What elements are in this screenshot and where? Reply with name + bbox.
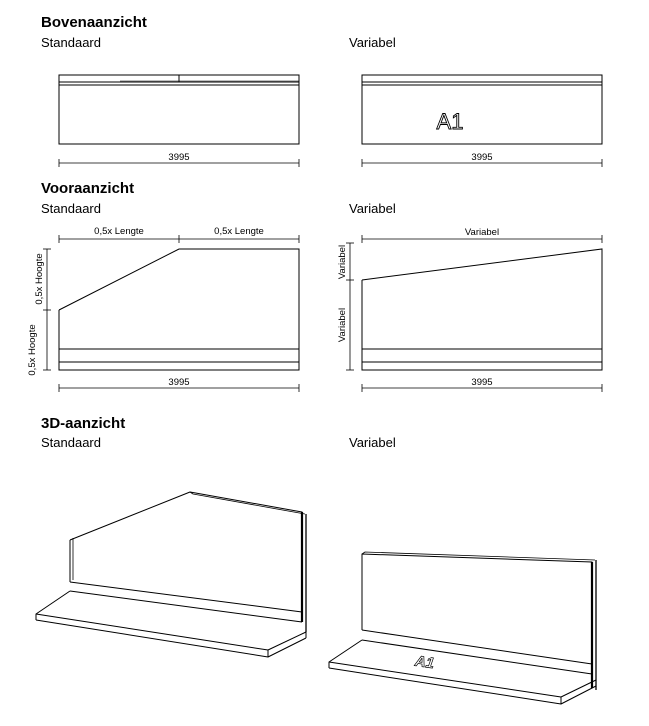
dim-variable-top: Variabel xyxy=(464,227,500,238)
caption-front-standard: Standaard xyxy=(41,201,101,216)
marking-a1-3d: A1 xyxy=(413,652,436,673)
dim-length-front-variable: 3995 xyxy=(471,377,493,388)
dim-variable-upper: Variabel xyxy=(337,244,348,280)
front-view-variable xyxy=(362,249,602,370)
top-view-standard xyxy=(59,75,299,144)
dim-variable-lower: Variabel xyxy=(337,307,348,343)
front-view-standard xyxy=(59,249,299,370)
dim-length-top-variable: 3995 xyxy=(471,152,493,163)
dim-half-length-2: 0,5x Lengte xyxy=(214,226,264,237)
caption-3d-standard: Standaard xyxy=(41,435,101,450)
front-view-variable-dimensions xyxy=(346,235,602,392)
section-title-top-view: Bovenaanzicht xyxy=(41,14,147,31)
dim-half-length-1: 0,5x Lengte xyxy=(94,226,144,237)
dim-length-front-standard: 3995 xyxy=(168,377,190,388)
dim-length-top-standard: 3995 xyxy=(168,152,190,163)
section-title-3d-view: 3D-aanzicht xyxy=(41,415,126,432)
top-view-variable xyxy=(362,75,602,144)
3d-view-standard xyxy=(36,492,306,657)
front-view-standard-dimensions xyxy=(43,235,299,392)
3d-view-variable xyxy=(329,552,596,704)
caption-3d-variable: Variabel xyxy=(349,435,396,450)
caption-top-standard: Standaard xyxy=(41,35,101,50)
marking-a1-top: A1 xyxy=(436,109,464,134)
caption-front-variable: Variabel xyxy=(349,201,396,216)
caption-top-variable: Variabel xyxy=(349,35,396,50)
dim-half-height-lower: 0,5x Hoogte xyxy=(27,324,38,376)
section-title-front-view: Vooraanzicht xyxy=(41,180,135,197)
dim-half-height-upper: 0,5x Hoogte xyxy=(34,253,45,305)
